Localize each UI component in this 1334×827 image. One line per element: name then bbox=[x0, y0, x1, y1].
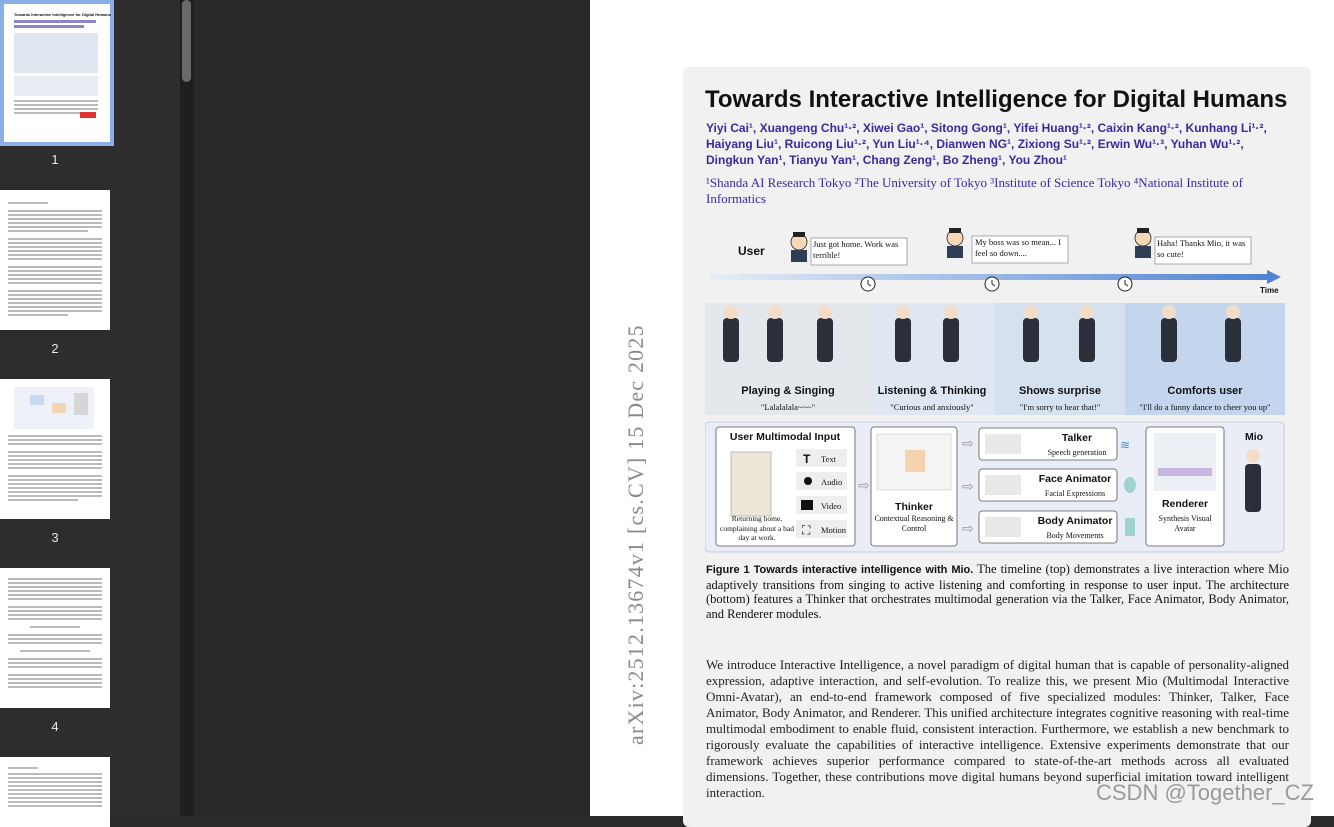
thumbnail-label-1: 1 bbox=[51, 152, 59, 167]
input-caption: Returning home, complaining about a bad day at work. bbox=[720, 514, 794, 542]
stage-name-1: Playing & Singing bbox=[741, 385, 835, 397]
input-video: Video bbox=[821, 501, 842, 511]
user-avatar-1 bbox=[791, 232, 807, 262]
motion-icon: ⛶ bbox=[802, 523, 811, 537]
thumbnail-label-4: 4 bbox=[51, 719, 59, 734]
arrow-icon: ⇨ bbox=[858, 477, 870, 493]
stage-quote-1: "Lalalalala~~~" bbox=[760, 402, 816, 412]
time-label: Time bbox=[1260, 286, 1279, 295]
renderer-diagram bbox=[1154, 433, 1216, 491]
body-icon bbox=[1125, 518, 1135, 536]
thinker-desc: Contextual Reasoning & Control bbox=[874, 514, 954, 533]
input-text-icon: T bbox=[803, 452, 811, 466]
page-thumbnail-5[interactable] bbox=[0, 757, 110, 827]
affiliations: ¹Shanda AI Research Tokyo ²The University of Tokyo ³Institute of Science Tokyo ⁴National Institute of Informatics bbox=[706, 175, 1244, 206]
bubble-2: My boss was so mean... I feel so down.... bbox=[975, 237, 1061, 258]
arxiv-identifier: arXiv:2512.13674v1 [cs.CV] 15 Dec 2025 bbox=[623, 324, 648, 745]
face-icon bbox=[1124, 477, 1136, 493]
page-thumbnail-2[interactable] bbox=[0, 190, 110, 330]
talker-name: Talker bbox=[1061, 432, 1093, 444]
arrow-icon: ⇨ bbox=[962, 478, 974, 494]
person-illustration bbox=[731, 452, 771, 516]
author-line-1: Yiyi Cai¹, Xuangeng Chu¹·², Xiwei Gao¹, Sitong Gong¹, Yifei Huang¹·², Caixin Kang¹·², Kunhang Li¹·², bbox=[706, 121, 1267, 135]
author-line-3: Dingkun Yan¹, Tianyu Yan¹, Chang Zeng¹, Bo Zheng¹, You Zhou¹ bbox=[706, 153, 1067, 167]
thumbnail-label-2: 2 bbox=[51, 341, 59, 356]
input-motion: Motion bbox=[821, 525, 847, 535]
stage-name-2: Listening & Thinking bbox=[877, 385, 987, 397]
face-animator-name: Face Animator bbox=[1038, 473, 1112, 485]
thumbnail-title: Towards Interactive Intelligence for Digital Humans bbox=[14, 12, 112, 17]
user-avatar-3 bbox=[1135, 228, 1151, 258]
renderer-desc: Synthesis Visual Avatar bbox=[1158, 514, 1212, 533]
page-thumbnail-4[interactable] bbox=[0, 568, 110, 708]
paper-title: Towards Interactive Intelligence for Digital Humans bbox=[705, 86, 1288, 113]
mio-label: Mio bbox=[1245, 431, 1264, 443]
face-animator-desc: Facial Expressions bbox=[1044, 489, 1106, 498]
sidebar-scrollbar-track[interactable] bbox=[180, 0, 194, 816]
page-thumbnail-3[interactable] bbox=[0, 379, 110, 519]
caption-label: Figure 1 Towards interactive intelligence with Mio. bbox=[706, 564, 974, 576]
watermark: CSDN @Together_CZ bbox=[1096, 780, 1314, 805]
abstract: We introduce Interactive Intelligence, a novel paradigm of digital human that is capable of personality-aligned expression, adaptive interaction, and self-evolution. To realize this, we present Mio (Multimodal Interactive Omni-Avatar), an end-to-end framework composed of five specialized modules: Thinker, Talker, Face Animator, Body Animator, and Renderer. This unified architecture integrates cognitive reasoning with real-time multimodal embodiment to enable fluid, consistent interaction. Furthermore, we establish a new benchmark to rigorously evaluate the capabilities of interactive intelligence. Extensive experiments demonstrate that our framework achieves superior performance compared to state-of-the-art methods across all evaluated dimensions. Together, these contributions move digital humans beyond superficial imitation toward intelligent interaction. bbox=[706, 657, 1289, 800]
sidebar-scrollbar-thumb[interactable] bbox=[182, 0, 191, 82]
video-camera-icon bbox=[801, 500, 813, 510]
mio-avatar bbox=[1245, 464, 1261, 512]
body-animator-desc: Body Movements bbox=[1046, 531, 1104, 540]
body-animator-name: Body Animator bbox=[1037, 515, 1113, 527]
stage-quote-2: "Curious and anxiously" bbox=[890, 402, 974, 412]
stage-name-3: Shows surprise bbox=[1019, 385, 1101, 397]
input-text: Text bbox=[821, 454, 836, 464]
arrow-icon: ⇨ bbox=[962, 435, 974, 451]
input-title: User Multimodal Input bbox=[729, 431, 841, 443]
talker-desc: Speech generation bbox=[1047, 448, 1107, 457]
user-label: User bbox=[738, 244, 765, 258]
stage-quote-4: "I'll do a funny dance to cheer you up" bbox=[1139, 402, 1271, 412]
thinker-name: Thinker bbox=[895, 501, 933, 513]
thumbnail-label-3: 3 bbox=[51, 530, 59, 545]
microphone-icon bbox=[804, 477, 812, 485]
page-thumbnail-1[interactable] bbox=[0, 0, 114, 146]
waveform-icon: ≋ bbox=[1120, 438, 1131, 452]
renderer-name: Renderer bbox=[1161, 498, 1209, 510]
bubble-1: Just got home. Work was terrible! bbox=[813, 239, 899, 260]
bubble-3: Haha! Thanks Mio, it was so cute! bbox=[1157, 238, 1246, 259]
caption-text: The timeline (top) demonstrates a live interaction where Mio adaptively transitions from singing to active listening and comforting in response to user input. The architecture (bottom) features a Thinker that orchestrates multimodal generation via the Talker, Face Animator, Body Animator, and Renderer modules. bbox=[706, 562, 1290, 621]
user-avatar-2 bbox=[947, 228, 963, 258]
stage-name-4: Comforts user bbox=[1167, 385, 1243, 397]
viewer-background bbox=[194, 0, 590, 816]
arrow-icon: ⇨ bbox=[962, 520, 974, 536]
input-audio: Audio bbox=[821, 477, 843, 487]
author-line-2: Haiyang Liu¹, Ruicong Liu¹·², Yun Liu¹·⁴, Dianwen NG¹, Zixiong Su¹·², Erwin Wu¹·³, Yuhan Wu¹·², bbox=[706, 137, 1244, 151]
stage-quote-3: "I'm sorry to hear that!" bbox=[1019, 402, 1101, 412]
author-list bbox=[706, 120, 1291, 168]
figure-1 bbox=[705, 228, 1285, 558]
figure-caption bbox=[706, 562, 1289, 621]
